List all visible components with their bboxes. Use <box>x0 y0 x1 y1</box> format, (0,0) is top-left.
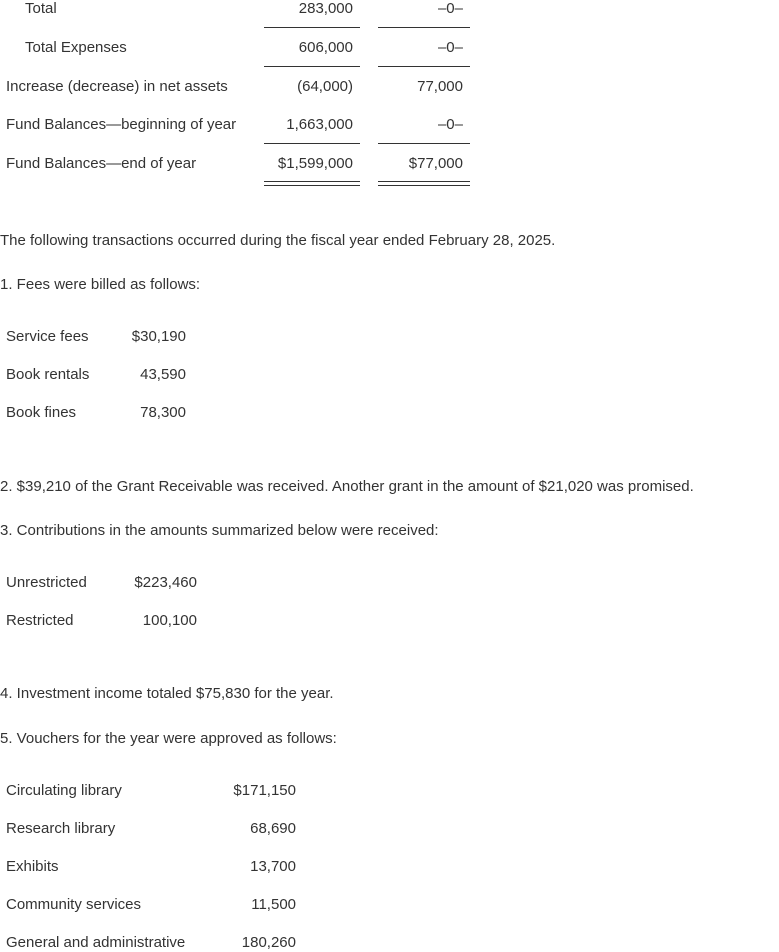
item-4-paragraph <box>0 685 334 703</box>
vouchers-row-label: General and administrative <box>6 934 186 951</box>
item-text: Vouchers for the year were approved as follows: <box>12 730 337 747</box>
item-text: Contributions in the amounts summarized below were received: <box>12 522 439 539</box>
double-underline-rule <box>378 181 470 186</box>
underline-rule <box>378 66 470 67</box>
underline-rule <box>264 143 360 144</box>
item-5-heading <box>0 730 337 748</box>
fees-row-label: Service fees <box>6 328 89 345</box>
vouchers-row-label: Community services <box>6 896 142 913</box>
fees-row-value: 43,590 <box>140 366 186 383</box>
item-number: 4. <box>0 685 13 702</box>
contributions-row-value: $223,460 <box>134 574 197 591</box>
summary-row-col1: $1,599,000 <box>277 155 353 172</box>
intro-paragraph: The following transactions occurred during the fiscal year ended February 28, 2025. <box>0 232 556 249</box>
summary-row-col2: –0– <box>437 116 463 133</box>
summary-row-col1: 283,000 <box>298 0 353 17</box>
summary-row-col1: 606,000 <box>298 39 353 56</box>
item-number: 1. <box>0 276 13 293</box>
summary-row-label: Fund Balances—beginning of year <box>6 116 237 133</box>
contributions-row-label: Restricted <box>6 612 74 629</box>
item-number: 5. <box>0 730 13 747</box>
summary-row-col2: 77,000 <box>417 78 463 95</box>
fees-row-value: 78,300 <box>140 404 186 421</box>
vouchers-row-value: 13,700 <box>250 858 296 875</box>
summary-row-col2: –0– <box>437 39 463 56</box>
fees-row-value: $30,190 <box>131 328 186 345</box>
contributions-row-value: 100,100 <box>142 612 197 629</box>
vouchers-row-value: 11,500 <box>251 896 296 913</box>
summary-row-label: Fund Balances—end of year <box>6 155 197 172</box>
vouchers-row-label: Research library <box>6 820 116 837</box>
vouchers-row-label: Circulating library <box>6 782 122 799</box>
fees-row-label: Book fines <box>6 404 77 421</box>
contributions-row-label: Unrestricted <box>6 574 87 591</box>
item-3-heading <box>0 522 439 540</box>
underline-rule <box>378 27 470 28</box>
item-text: $39,210 of the Grant Receivable was received. Another grant in the amount of $21,020 was promised. <box>12 478 694 495</box>
item-number: 2. <box>0 478 13 495</box>
vouchers-row-value: 180,260 <box>241 934 296 951</box>
item-1-heading <box>0 276 200 294</box>
underline-rule <box>378 143 470 144</box>
double-underline-rule <box>264 181 360 186</box>
item-text: Investment income totaled $75,830 for the year. <box>12 685 334 702</box>
underline-rule <box>264 66 360 67</box>
item-2-paragraph <box>0 478 694 496</box>
fees-row-label: Book rentals <box>6 366 90 383</box>
summary-row-label: Total <box>25 0 57 17</box>
summary-row-col2: –0– <box>437 0 463 17</box>
underline-rule <box>264 27 360 28</box>
summary-row-col2: $77,000 <box>408 155 463 172</box>
summary-row-col1: 1,663,000 <box>286 116 353 133</box>
item-text: Fees were billed as follows: <box>12 276 201 293</box>
summary-row-label: Total Expenses <box>25 39 127 56</box>
vouchers-row-value: 68,690 <box>250 820 296 837</box>
summary-row-label: Increase (decrease) in net assets <box>6 78 228 95</box>
summary-row-col1: (64,000) <box>297 78 353 95</box>
vouchers-row-value: $171,150 <box>233 782 296 799</box>
vouchers-row-label: Exhibits <box>6 858 59 875</box>
item-number: 3. <box>0 522 13 539</box>
